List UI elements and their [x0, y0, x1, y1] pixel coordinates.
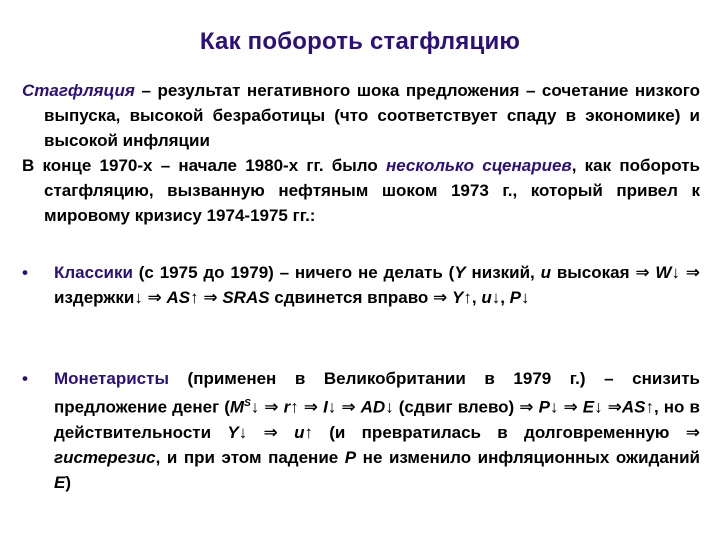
bullet-monetarists [22, 366, 700, 495]
term-hysteresis: гистерезис [54, 447, 156, 467]
slide-title: Как побороть стагфляцию [199, 28, 521, 55]
definition-paragraph [22, 78, 700, 153]
stagflation-definition: Стагфляция – результат негативного шока предложения – сочетание низкого выпуска, высокой безработицы (что соответствует спаду в экономике) и высокой инфляции [22, 81, 700, 150]
term-stagflation: Стагфляция [22, 81, 135, 100]
bullet-dot-icon: • [22, 263, 28, 282]
highlight-scenarios: несколько сценариев [385, 156, 572, 175]
bullet-classics [22, 260, 700, 310]
term-classics: Классики [54, 263, 133, 282]
term-monetarists: Монетаристы [54, 369, 169, 388]
bullet-dot-icon: • [22, 369, 28, 388]
scenarios-paragraph [22, 153, 700, 228]
scenarios-text: В конце 1970-х – начале 1980-х гг. было несколько сценариев, как побороть стагфляцию, вызванную нефтяным шоком 1973 г., который привел к мировому кризису 1974-1975 гг.: [22, 156, 700, 225]
bullet-monetarists-text: Монетаристы (применен в Великобритании в 1979 г.) – снизить предложение денег ($M^S↓$ ⇒ r↑ ⇒ I↓ ⇒ AD↓ (сдвиг влево) ⇒ P↓ ⇒ E↓ ⇒AS↑, но в действительности Y↓ ⇒ u↑ (и превратилась в долговременную ⇒ гистерезис, и при этом падение P не изменило инфляционных ожиданий E) [54, 369, 700, 492]
bullet-classics-text: Классики (с 1975 до 1979) – ничего не делать (Y низкий, u высокая ⇒ W↓ ⇒ издержки↓ ⇒ AS↑ ⇒ SRAS сдвинется вправо ⇒ Y↑, u↓, P↓ [54, 263, 701, 307]
